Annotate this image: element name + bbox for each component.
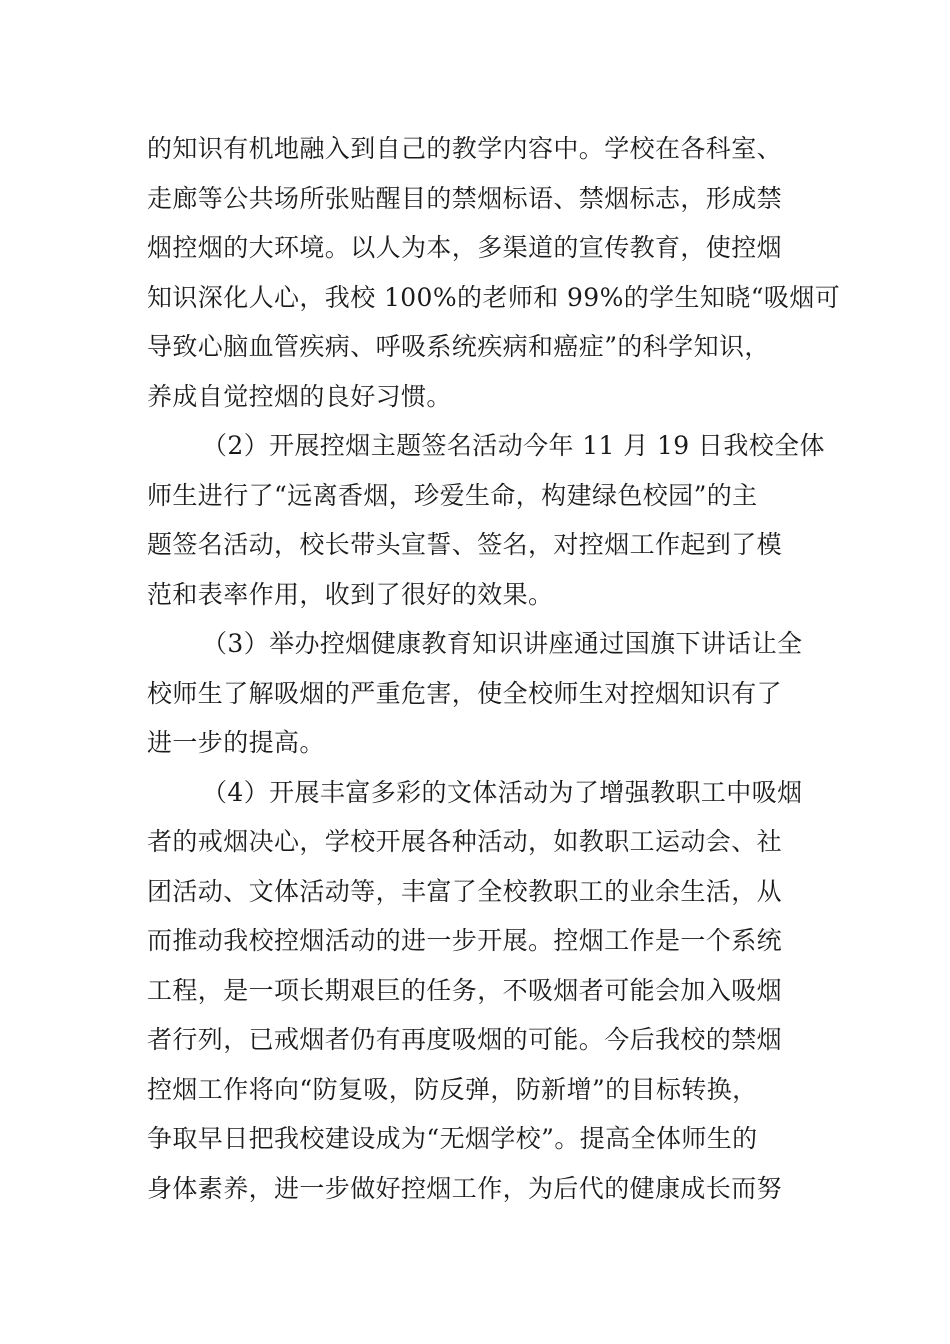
paragraph-heading-line: （3）举办控烟健康教育知识讲座通过国旗下讲话让全 bbox=[202, 629, 803, 658]
text-line: 烟控烟的大环境。以人为本，多渠道的宣传教育，使控烟 bbox=[147, 233, 783, 262]
text-line: 者的戒烟决心，学校开展各种活动，如教职工运动会、社 bbox=[147, 827, 783, 856]
text-line: 者行列，已戒烟者仍有再度吸烟的可能。今后我校的禁烟 bbox=[147, 1025, 783, 1054]
text-line: 导致心脑血管疾病、呼吸系统疾病和癌症”的科学知识， bbox=[147, 332, 770, 361]
text-line: 进一步的提高。 bbox=[147, 728, 325, 757]
text-line: 身体素养，进一步做好控烟工作，为后代的健康成长而努 bbox=[147, 1173, 783, 1203]
text-line: 养成自觉控烟的良好习惯。 bbox=[147, 381, 452, 411]
text-line: 工程，是一项长期艰巨的任务，不吸烟者可能会加入吸烟 bbox=[147, 975, 783, 1005]
text-line: 争取早日把我校建设成为“无烟学校”。提高全体师生的 bbox=[147, 1124, 758, 1153]
text-line: 题签名活动，校长带头宣誓、签名，对控烟工作起到了模 bbox=[147, 530, 783, 559]
paragraph-heading-line: （2）开展控烟主题签名活动今年 11 月 19 日我校全体 bbox=[202, 431, 825, 460]
body-text bbox=[147, 124, 841, 1213]
text-line: 知识深化人心，我校 100%的老师和 99%的学生知晓“吸烟可 bbox=[147, 282, 841, 312]
text-line: 的知识有机地融入到自己的教学内容中。学校在各科室、 bbox=[147, 134, 783, 163]
text-line: 校师生了解吸烟的严重危害，使全校师生对控烟知识有了 bbox=[147, 678, 783, 708]
text-line: 团活动、文体活动等，丰富了全校教职工的业余生活，从 bbox=[147, 876, 783, 906]
text-line: 范和表率作用，收到了很好的效果。 bbox=[147, 579, 554, 609]
text-line: 师生进行了“远离香烟，珍爱生命，构建绿色校园”的主 bbox=[147, 480, 758, 510]
paragraph-heading-line: （4）开展丰富多彩的文体活动为了增强教职工中吸烟 bbox=[202, 777, 803, 807]
text-line: 走廊等公共场所张贴醒目的禁烟标语、禁烟标志，形成禁 bbox=[147, 183, 783, 213]
text-line: 而推动我校控烟活动的进一步开展。控烟工作是一个系统 bbox=[147, 926, 783, 955]
text-line: 控烟工作将向“防复吸，防反弹，防新增”的目标转换， bbox=[147, 1074, 758, 1104]
